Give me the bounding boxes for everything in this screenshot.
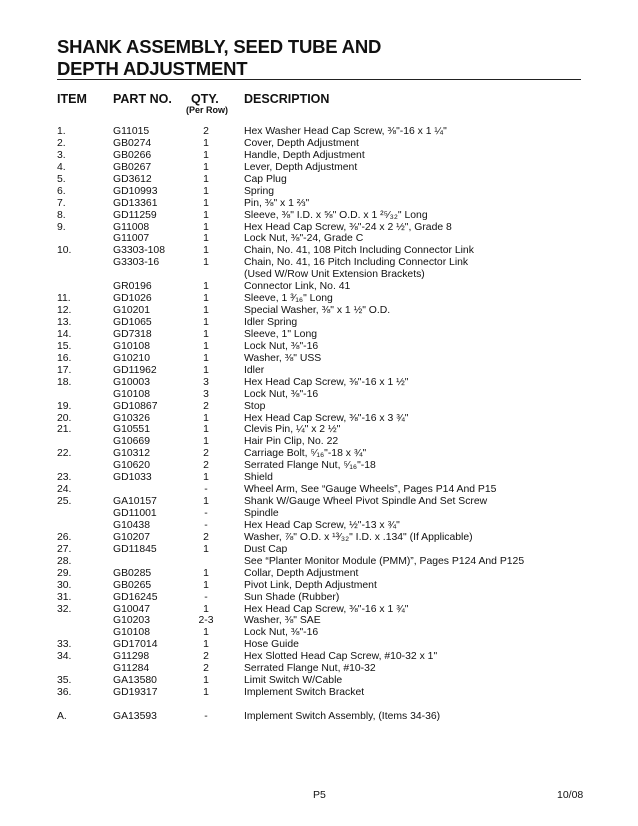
row-item-number: A. xyxy=(57,711,67,722)
row-description: Serrated Flange Nut, #10-32 xyxy=(244,663,376,675)
table-row xyxy=(0,711,638,723)
row-item-number: 26. xyxy=(57,531,72,543)
row-item-number: 13. xyxy=(57,317,72,328)
row-part-number: GD17014 xyxy=(113,639,158,651)
row-item-number: 35. xyxy=(57,675,72,687)
row-item-number: 11. xyxy=(57,293,71,305)
row-quantity: 3 xyxy=(203,376,209,388)
row-part-number: GD10993 xyxy=(113,185,158,197)
row-quantity: 1 xyxy=(203,340,209,352)
row-item-number: 6. xyxy=(57,185,66,197)
row-part-number: GB0274 xyxy=(113,137,152,149)
row-item-number: 18. xyxy=(57,376,72,388)
row-description: Handle, Depth Adjustment xyxy=(244,149,365,161)
row-item-number: 31. xyxy=(57,591,72,603)
row-quantity: 1 xyxy=(203,627,209,639)
row-description: Limit Switch W/Cable xyxy=(244,675,343,687)
table-row xyxy=(0,401,638,413)
table-row xyxy=(0,424,638,436)
row-quantity: 1 xyxy=(203,293,209,305)
row-description: Hex Slotted Head Cap Screw, #10-32 x 1" xyxy=(244,651,438,663)
parts-list xyxy=(0,126,638,723)
row-description: Hex Head Cap Screw, ⅜"-16 x 1 ¾" xyxy=(244,603,409,615)
column-header-item: ITEM xyxy=(57,92,87,106)
row-quantity: 1 xyxy=(203,639,209,651)
row-quantity: 1 xyxy=(203,197,209,209)
row-part-number: GB0266 xyxy=(113,149,152,161)
row-quantity: - xyxy=(204,484,208,496)
row-description: Spindle xyxy=(244,508,279,519)
row-item-number: 2. xyxy=(57,137,66,149)
row-quantity: - xyxy=(204,591,208,603)
table-row xyxy=(0,353,638,365)
row-description: Special Washer, ⅜" x 1 ½" O.D. xyxy=(244,305,391,317)
row-description: Pin, ⅜" x 1 ⅔" xyxy=(244,197,310,209)
row-part-number: GD13361 xyxy=(113,197,158,209)
row-quantity: 1 xyxy=(203,352,209,364)
row-part-number: G10207 xyxy=(113,531,150,543)
row-description: Lock Nut, ⅜"-16 xyxy=(244,340,319,352)
row-quantity: 1 xyxy=(203,233,209,245)
row-part-number: G10669 xyxy=(113,436,150,448)
row-item-number: 7. xyxy=(57,197,66,209)
table-row xyxy=(0,687,638,699)
row-description: Chain, No. 41, 16 Pitch Including Connector Link xyxy=(244,257,469,269)
row-item-number: 20. xyxy=(57,412,72,424)
row-part-number: G10201 xyxy=(113,305,150,317)
revision-date: 10/08 xyxy=(557,789,584,801)
row-description: Chain, No. 41, 108 Pitch Including Connector Link xyxy=(244,245,474,257)
row-part-number: GD10867 xyxy=(113,400,158,412)
row-description: Clevis Pin, ¼" x 2 ½" xyxy=(244,424,341,436)
row-quantity: 1 xyxy=(203,424,209,436)
table-row xyxy=(0,281,638,293)
table-row xyxy=(0,663,638,675)
row-description: Lock Nut, ⅜"-16 xyxy=(244,388,319,400)
row-item-number: 34. xyxy=(57,651,72,663)
table-row xyxy=(0,592,638,604)
row-quantity: 1 xyxy=(203,281,209,293)
table-row xyxy=(0,639,638,651)
row-item-number: 25. xyxy=(57,496,72,508)
row-description: Sleeve, 1" Long xyxy=(244,328,318,340)
row-quantity: 1 xyxy=(203,412,209,424)
row-quantity: 1 xyxy=(203,137,209,149)
row-description: Spring xyxy=(244,185,275,197)
row-item-number: 30. xyxy=(57,579,72,591)
table-row xyxy=(0,556,638,568)
table-row xyxy=(0,580,638,592)
row-quantity: 1 xyxy=(203,436,209,448)
row-part-number: GD1033 xyxy=(113,472,152,484)
row-part-number: G10620 xyxy=(113,460,150,472)
row-item-number: 22. xyxy=(57,448,72,460)
row-part-number: G3303-108 xyxy=(113,245,165,257)
row-quantity: 3 xyxy=(203,388,209,400)
row-item-number: 8. xyxy=(57,209,66,221)
row-quantity: 1 xyxy=(203,257,209,269)
row-description: Lock Nut, ⅜"-24, Grade C xyxy=(244,233,364,245)
table-row xyxy=(0,675,638,687)
row-part-number: GD16245 xyxy=(113,591,158,603)
row-quantity: 1 xyxy=(203,245,209,257)
table-row xyxy=(0,245,638,257)
table-row xyxy=(0,329,638,341)
table-row xyxy=(0,389,638,401)
row-description: Idler xyxy=(244,364,265,376)
row-description: Lever, Depth Adjustment xyxy=(244,161,358,173)
row-quantity: 1 xyxy=(203,472,209,484)
row-description: Sleeve, 1 ³⁄₁₆" Long xyxy=(244,293,333,305)
row-quantity: - xyxy=(204,508,208,519)
row-quantity: 1 xyxy=(203,209,209,221)
row-description: Washer, ⅞" O.D. x ¹³⁄₃₂" I.D. x .134" (If Applicable) xyxy=(244,531,473,543)
row-part-number: G10326 xyxy=(113,412,150,424)
row-description: Hex Washer Head Cap Screw, ⅜"-16 x 1 ¼" xyxy=(244,126,447,137)
row-quantity: 2 xyxy=(203,460,209,472)
table-row xyxy=(0,436,638,448)
row-item-number: 29. xyxy=(57,567,72,579)
row-description: Hex Head Cap Screw, ⅜"-16 x 3 ¾" xyxy=(244,412,409,424)
row-part-number: G10203 xyxy=(113,615,150,627)
row-quantity: - xyxy=(204,711,208,722)
row-item-number: 36. xyxy=(57,687,72,699)
row-part-number: G10210 xyxy=(113,352,150,364)
table-row xyxy=(0,198,638,210)
row-part-number: G11298 xyxy=(113,651,150,663)
row-quantity: 1 xyxy=(203,603,209,615)
row-description: Pivot Link, Depth Adjustment xyxy=(244,579,377,591)
row-part-number: G10108 xyxy=(113,627,150,639)
row-part-number: GD19317 xyxy=(113,687,158,699)
table-row xyxy=(0,222,638,234)
row-part-number: GA13593 xyxy=(113,711,157,722)
row-description: Sun Shade (Rubber) xyxy=(244,591,340,603)
row-part-number: GD7318 xyxy=(113,328,152,340)
row-description: Connector Link, No. 41 xyxy=(244,281,351,293)
table-row xyxy=(0,472,638,484)
title-divider xyxy=(57,79,581,80)
row-item-number: 5. xyxy=(57,173,66,185)
table-row xyxy=(0,186,638,198)
row-part-number: GD11259 xyxy=(113,209,157,221)
row-item-number: 19. xyxy=(57,400,72,412)
row-quantity: 1 xyxy=(203,567,209,579)
row-part-number: GD11962 xyxy=(113,364,157,376)
table-row xyxy=(0,210,638,222)
row-item-number: 1. xyxy=(57,126,66,137)
row-quantity: 1 xyxy=(203,305,209,317)
table-row xyxy=(0,365,638,377)
table-row xyxy=(0,138,638,150)
row-item-number: 14. xyxy=(57,328,72,340)
row-part-number: G11007 xyxy=(113,233,150,245)
row-quantity: 1 xyxy=(203,328,209,340)
row-part-number: G11015 xyxy=(113,126,150,137)
table-row xyxy=(0,413,638,425)
row-quantity: 1 xyxy=(203,675,209,687)
row-quantity: 2-3 xyxy=(198,615,214,627)
row-quantity: 1 xyxy=(203,149,209,161)
page-title-line-1: SHANK ASSEMBLY, SEED TUBE AND xyxy=(57,36,382,57)
page-number: P5 xyxy=(313,789,326,801)
row-description: Wheel Arm, See “Gauge Wheels”, Pages P14 And P15 xyxy=(244,484,497,496)
row-item-number: 21. xyxy=(57,424,72,436)
row-part-number: GR0196 xyxy=(113,281,152,293)
page-title xyxy=(57,36,597,80)
table-row xyxy=(0,615,638,627)
row-item-number: 24. xyxy=(57,484,72,496)
row-description: Hose Guide xyxy=(244,639,299,651)
row-quantity: 1 xyxy=(203,364,209,376)
row-description: Serrated Flange Nut, ⁵⁄₁₆"-18 xyxy=(244,460,376,472)
column-header-qty-sub: (Per Row) xyxy=(186,105,229,115)
row-part-number: G10551 xyxy=(113,424,150,436)
row-quantity: 1 xyxy=(203,173,209,185)
row-description: Washer, ⅜" USS xyxy=(244,352,322,364)
row-part-number: G10047 xyxy=(113,603,150,615)
row-part-number: G3303-16 xyxy=(113,257,160,269)
row-part-number: GD1065 xyxy=(113,317,152,328)
table-row xyxy=(0,126,638,138)
row-item-number: 17. xyxy=(57,364,72,376)
row-part-number: GA10157 xyxy=(113,496,157,508)
row-part-number: GD3612 xyxy=(113,173,152,185)
row-item-number: 4. xyxy=(57,161,66,173)
table-row xyxy=(0,377,638,389)
table-row xyxy=(0,341,638,353)
row-description: Stop xyxy=(244,400,266,412)
table-row xyxy=(0,651,638,663)
row-description: (Used W/Row Unit Extension Brackets) xyxy=(244,269,425,281)
row-description: Hair Pin Clip, No. 22 xyxy=(244,436,339,448)
row-part-number: G11284 xyxy=(113,663,150,675)
column-header-description: DESCRIPTION xyxy=(244,92,330,106)
row-item-number: 15. xyxy=(57,340,72,352)
table-row xyxy=(0,627,638,639)
row-part-number: GB0265 xyxy=(113,579,152,591)
row-quantity: 1 xyxy=(203,543,209,555)
table-row xyxy=(0,604,638,616)
row-item-number: 33. xyxy=(57,639,72,651)
row-item-number: 10. xyxy=(57,245,72,257)
row-part-number: GD11845 xyxy=(113,543,157,555)
row-quantity: 2 xyxy=(203,651,209,663)
row-part-number: G11008 xyxy=(113,221,150,233)
row-description: Collar, Depth Adjustment xyxy=(244,567,359,579)
table-row xyxy=(0,544,638,556)
table-row xyxy=(0,150,638,162)
column-header-part-no: PART NO. xyxy=(113,92,172,106)
row-quantity: 2 xyxy=(203,126,209,137)
row-quantity: 2 xyxy=(203,531,209,543)
page-title-line-2: DEPTH ADJUSTMENT xyxy=(57,58,248,79)
row-description: Idler Spring xyxy=(244,317,298,328)
table-row xyxy=(0,293,638,305)
row-quantity: 1 xyxy=(203,317,209,328)
row-part-number: GB0267 xyxy=(113,161,152,173)
row-description: Carriage Bolt, ⁵⁄₁₆"-18 x ¾" xyxy=(244,448,367,460)
row-quantity: 1 xyxy=(203,161,209,173)
row-item-number: 16. xyxy=(57,352,72,364)
table-row xyxy=(0,174,638,186)
row-part-number: G10003 xyxy=(113,376,150,388)
row-quantity: 2 xyxy=(203,663,209,675)
table-row xyxy=(0,460,638,472)
row-item-number: 12. xyxy=(57,305,72,317)
table-row xyxy=(0,508,638,520)
row-part-number: GD1026 xyxy=(113,293,152,305)
row-part-number: G10108 xyxy=(113,340,150,352)
table-row xyxy=(0,448,638,460)
row-description: Dust Cap xyxy=(244,543,288,555)
row-description: Hex Head Cap Screw, ½"-13 x ¾" xyxy=(244,519,400,531)
row-quantity: 1 xyxy=(203,579,209,591)
row-quantity: 1 xyxy=(203,185,209,197)
row-item-number: 32. xyxy=(57,603,72,615)
table-row xyxy=(0,305,638,317)
row-quantity: 1 xyxy=(203,496,209,508)
row-description: Shield xyxy=(244,472,273,484)
row-part-number: G10438 xyxy=(113,519,150,531)
row-item-number: 28. xyxy=(57,555,72,567)
table-row xyxy=(0,484,638,496)
row-description: Shank W/Gauge Wheel Pivot Spindle And Set Screw xyxy=(244,496,488,508)
table-row xyxy=(0,568,638,580)
row-description: Implement Switch Assembly, (Items 34-36) xyxy=(244,711,441,722)
row-part-number: GA13580 xyxy=(113,675,157,687)
table-row xyxy=(0,257,638,269)
row-description: Implement Switch Bracket xyxy=(244,687,365,699)
row-quantity: - xyxy=(204,519,208,531)
row-part-number: G10312 xyxy=(113,448,150,460)
row-item-number: 23. xyxy=(57,472,72,484)
row-description: Hex Head Cap Screw, ⅜"-24 x 2 ½", Grade 8 xyxy=(244,221,452,233)
row-item-number: 9. xyxy=(57,221,66,233)
row-part-number: GB0285 xyxy=(113,567,152,579)
row-description: Cover, Depth Adjustment xyxy=(244,137,359,149)
row-part-number: GD11001 xyxy=(113,508,157,519)
table-row xyxy=(0,532,638,544)
table-row xyxy=(0,520,638,532)
row-item-number: 3. xyxy=(57,149,66,161)
row-description: Hex Head Cap Screw, ⅜"-16 x 1 ½" xyxy=(244,376,409,388)
row-quantity: 2 xyxy=(203,400,209,412)
table-row xyxy=(0,496,638,508)
row-description: See “Planter Monitor Module (PMM)”, Pages P124 And P125 xyxy=(244,555,525,567)
row-quantity: 1 xyxy=(203,221,209,233)
row-part-number: G10108 xyxy=(113,388,150,400)
table-row xyxy=(0,317,638,329)
table-row xyxy=(0,269,638,281)
column-header-qty: QTY. xyxy=(191,92,219,106)
row-description: Cap Plug xyxy=(244,173,287,185)
row-description: Sleeve, ⅜" I.D. x ⅝" O.D. x 1 ²⁵⁄₃₂" Long xyxy=(244,209,428,221)
row-quantity: 2 xyxy=(203,448,209,460)
row-description: Lock Nut, ⅜"-16 xyxy=(244,627,319,639)
row-quantity: 1 xyxy=(203,687,209,699)
table-row xyxy=(0,233,638,245)
row-description: Washer, ⅜" SAE xyxy=(244,615,321,627)
table-row xyxy=(0,162,638,174)
row-item-number: 27. xyxy=(57,543,72,555)
